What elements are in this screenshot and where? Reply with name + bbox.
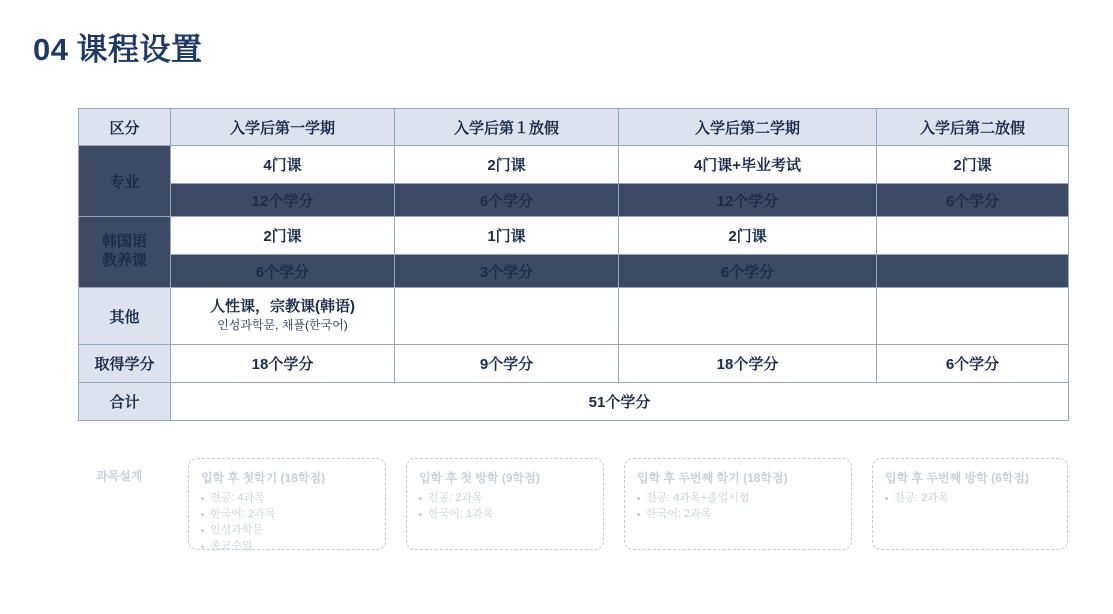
korean-credits-semester-1: 6个学分 — [171, 255, 395, 288]
table-header-row — [79, 109, 1069, 146]
note-title: 입학 후 첫학기 (18학점) — [201, 471, 326, 485]
major-credits-semester-2: 12个学分 — [619, 184, 877, 217]
header-cell-semester-1: 入学后第一学期 — [171, 109, 395, 146]
list-item: 한국어: 2과목 — [201, 507, 373, 523]
table-row — [79, 345, 1069, 383]
earned-credits-vacation-1: 9个学分 — [395, 345, 619, 383]
major-credits-vacation-2: 6个学分 — [877, 184, 1069, 217]
list-item: 전공: 4과목+졸업시험 — [637, 491, 839, 507]
note-list — [201, 491, 373, 555]
curriculum-table — [78, 108, 1069, 421]
list-item: 한국어: 2과목 — [637, 507, 839, 523]
note-box-semester-1 — [188, 458, 386, 550]
major-courses-vacation-1: 2门课 — [395, 146, 619, 184]
rowheader-korean-line2: 教养课 — [101, 252, 147, 269]
korean-courses-vacation-1: 1门课 — [395, 217, 619, 255]
rowheader-major: 专业 — [79, 146, 171, 217]
note-title: 입학 후 두번째 학기 (18학점) — [637, 471, 788, 485]
header-cell-division: 区分 — [79, 109, 171, 146]
note-box-vacation-1 — [406, 458, 604, 550]
major-courses-vacation-2: 2门课 — [877, 146, 1069, 184]
note-box-vacation-2 — [872, 458, 1068, 550]
header-cell-semester-2: 入学后第二学期 — [619, 109, 877, 146]
note-list — [419, 491, 591, 523]
major-credits-vacation-1: 6个学分 — [395, 184, 619, 217]
notes-section — [78, 452, 1068, 562]
other-courses-semester-1 — [171, 288, 395, 345]
table-row — [79, 184, 1069, 217]
total-credits-value: 51个学分 — [171, 383, 1069, 421]
earned-credits-semester-1: 18个学分 — [171, 345, 395, 383]
page-title-text: 课程设置 — [76, 32, 203, 67]
list-item: 한국어: 1과목 — [419, 507, 591, 523]
page-title — [33, 24, 202, 69]
korean-courses-vacation-2 — [877, 217, 1069, 255]
rowheader-other: 其他 — [79, 288, 171, 345]
korean-credits-vacation-1: 3个学分 — [395, 255, 619, 288]
page-title-number: 04 — [33, 32, 69, 67]
note-title: 입학 후 두번째 방학 (6학점) — [885, 471, 1029, 485]
note-box-semester-2 — [624, 458, 852, 550]
table-row — [79, 217, 1069, 255]
list-item: 종교수업 — [201, 539, 373, 555]
table-row — [79, 288, 1069, 345]
major-courses-semester-1: 4门课 — [171, 146, 395, 184]
other-courses-sub: 인성과학문, 채플(한국어) — [217, 318, 348, 333]
table-row — [79, 383, 1069, 421]
notes-section-label: 과목설계 — [96, 469, 143, 483]
major-credits-semester-1: 12个学分 — [171, 184, 395, 217]
korean-courses-semester-2: 2门课 — [619, 217, 877, 255]
list-item: 전공: 4과목 — [201, 491, 373, 507]
korean-courses-semester-1: 2门课 — [171, 217, 395, 255]
header-cell-vacation-2: 入学后第二放假 — [877, 109, 1069, 146]
list-item: 인성과학문 — [201, 523, 373, 539]
table-row — [79, 146, 1069, 184]
korean-credits-vacation-2 — [877, 255, 1069, 288]
table-row — [79, 255, 1069, 288]
earned-credits-semester-2: 18个学分 — [619, 345, 877, 383]
other-courses-main: 人性课，宗教课(韩语) — [210, 298, 355, 316]
header-cell-vacation-1: 入学后第１放假 — [395, 109, 619, 146]
note-list — [637, 491, 839, 523]
rowheader-earned-credits: 取得学分 — [79, 345, 171, 383]
curriculum-table-container — [78, 108, 1068, 421]
other-courses-vacation-2 — [877, 288, 1069, 345]
note-list — [885, 491, 1055, 507]
other-courses-semester-2 — [619, 288, 877, 345]
list-item: 전공: 2과목 — [419, 491, 591, 507]
rowheader-total: 合计 — [79, 383, 171, 421]
note-title: 입학 후 첫 방학 (9학점) — [419, 471, 540, 485]
rowheader-korean-liberal-arts — [79, 217, 171, 288]
korean-credits-semester-2: 6个学分 — [619, 255, 877, 288]
major-courses-semester-2: 4门课+毕业考试 — [619, 146, 877, 184]
list-item: 전공: 2과목 — [885, 491, 1055, 507]
other-courses-vacation-1 — [395, 288, 619, 345]
earned-credits-vacation-2: 6个学分 — [877, 345, 1069, 383]
rowheader-korean-line1: 韩国语 — [101, 233, 147, 251]
